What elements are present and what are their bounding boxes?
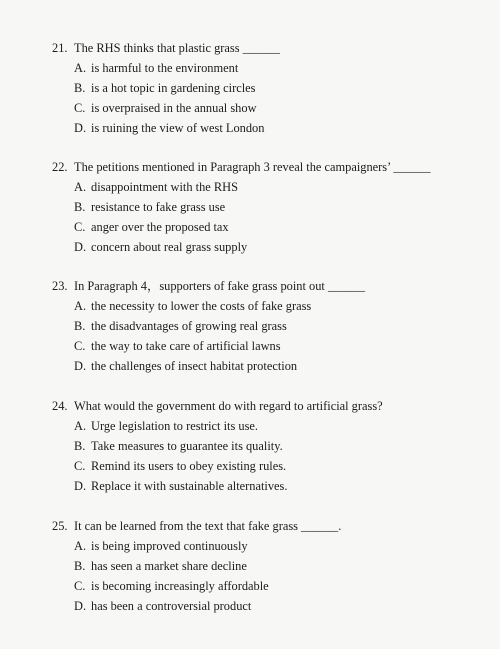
- option-text: concern about real grass supply: [91, 240, 248, 254]
- option-text: the disadvantages of growing real grass: [91, 319, 287, 333]
- option-a: [52, 416, 492, 436]
- question-stem: [52, 38, 492, 58]
- question-text: What would the government do with regard to artificial grass?: [74, 399, 383, 413]
- question-text: In Paragraph 4，supporters of fake grass point out ______: [74, 279, 366, 293]
- option-c: [52, 98, 492, 118]
- question-number: 22.: [52, 160, 68, 174]
- question-stem: [52, 276, 492, 296]
- option-label: C.: [74, 220, 86, 234]
- option-d: [52, 596, 492, 616]
- question-22: [52, 157, 492, 257]
- option-text: resistance to fake grass use: [91, 200, 226, 214]
- question-text: The RHS thinks that plastic grass ______: [74, 41, 280, 55]
- option-label: D.: [74, 359, 87, 373]
- option-label: C.: [74, 459, 86, 473]
- option-label: C.: [74, 579, 86, 593]
- option-label: A.: [74, 180, 87, 194]
- option-b: [52, 556, 492, 576]
- option-d: [52, 237, 492, 257]
- option-d: [52, 356, 492, 376]
- option-a: [52, 58, 492, 78]
- question-25: [52, 516, 492, 616]
- option-text: the way to take care of artificial lawns: [91, 339, 281, 353]
- question-text: The petitions mentioned in Paragraph 3 reveal the campaigners’ ______: [74, 160, 431, 174]
- option-label: B.: [74, 559, 86, 573]
- option-label: A.: [74, 299, 87, 313]
- option-c: [52, 456, 492, 476]
- question-23: [52, 276, 492, 376]
- option-label: A.: [74, 539, 87, 553]
- option-text: is a hot topic in gardening circles: [91, 81, 256, 95]
- option-text: disappointment with the RHS: [91, 180, 238, 194]
- option-label: B.: [74, 439, 86, 453]
- option-label: A.: [74, 61, 87, 75]
- option-b: [52, 436, 492, 456]
- option-b: [52, 197, 492, 217]
- option-c: [52, 217, 492, 237]
- option-label: D.: [74, 240, 87, 254]
- option-a: [52, 536, 492, 556]
- option-text: Replace it with sustainable alternatives.: [91, 479, 288, 493]
- option-label: D.: [74, 599, 87, 613]
- option-a: [52, 177, 492, 197]
- question-stem: [52, 396, 492, 416]
- question-24: [52, 396, 492, 496]
- option-text: is being improved continuously: [91, 539, 248, 553]
- option-text: anger over the proposed tax: [91, 220, 229, 234]
- question-stem: [52, 157, 492, 177]
- option-label: B.: [74, 81, 86, 95]
- question-stem: [52, 516, 492, 536]
- option-label: B.: [74, 200, 86, 214]
- option-b: [52, 78, 492, 98]
- question-text: It can be learned from the text that fake grass ______.: [74, 519, 342, 533]
- option-text: is harmful to the environment: [91, 61, 239, 75]
- option-label: B.: [74, 319, 86, 333]
- option-text: is overpraised in the annual show: [91, 101, 257, 115]
- option-text: is ruining the view of west London: [91, 121, 265, 135]
- question-number: 24.: [52, 399, 68, 413]
- option-text: has seen a market share decline: [91, 559, 247, 573]
- option-label: D.: [74, 479, 87, 493]
- question-number: 23.: [52, 279, 68, 293]
- question-number: 25.: [52, 519, 68, 533]
- option-text: Urge legislation to restrict its use.: [91, 419, 259, 433]
- option-label: D.: [74, 121, 87, 135]
- option-c: [52, 336, 492, 356]
- option-text: Remind its users to obey existing rules.: [91, 459, 287, 473]
- option-label: A.: [74, 419, 87, 433]
- option-label: C.: [74, 101, 86, 115]
- option-text: has been a controversial product: [91, 599, 252, 613]
- option-d: [52, 118, 492, 138]
- question-21: [52, 38, 492, 138]
- option-label: C.: [74, 339, 86, 353]
- option-text: is becoming increasingly affordable: [91, 579, 269, 593]
- option-b: [52, 316, 492, 336]
- question-number: 21.: [52, 41, 68, 55]
- option-text: the necessity to lower the costs of fake grass: [91, 299, 312, 313]
- option-text: the challenges of insect habitat protection: [91, 359, 298, 373]
- option-c: [52, 576, 492, 596]
- option-a: [52, 296, 492, 316]
- option-text: Take measures to guarantee its quality.: [91, 439, 283, 453]
- option-d: [52, 476, 492, 496]
